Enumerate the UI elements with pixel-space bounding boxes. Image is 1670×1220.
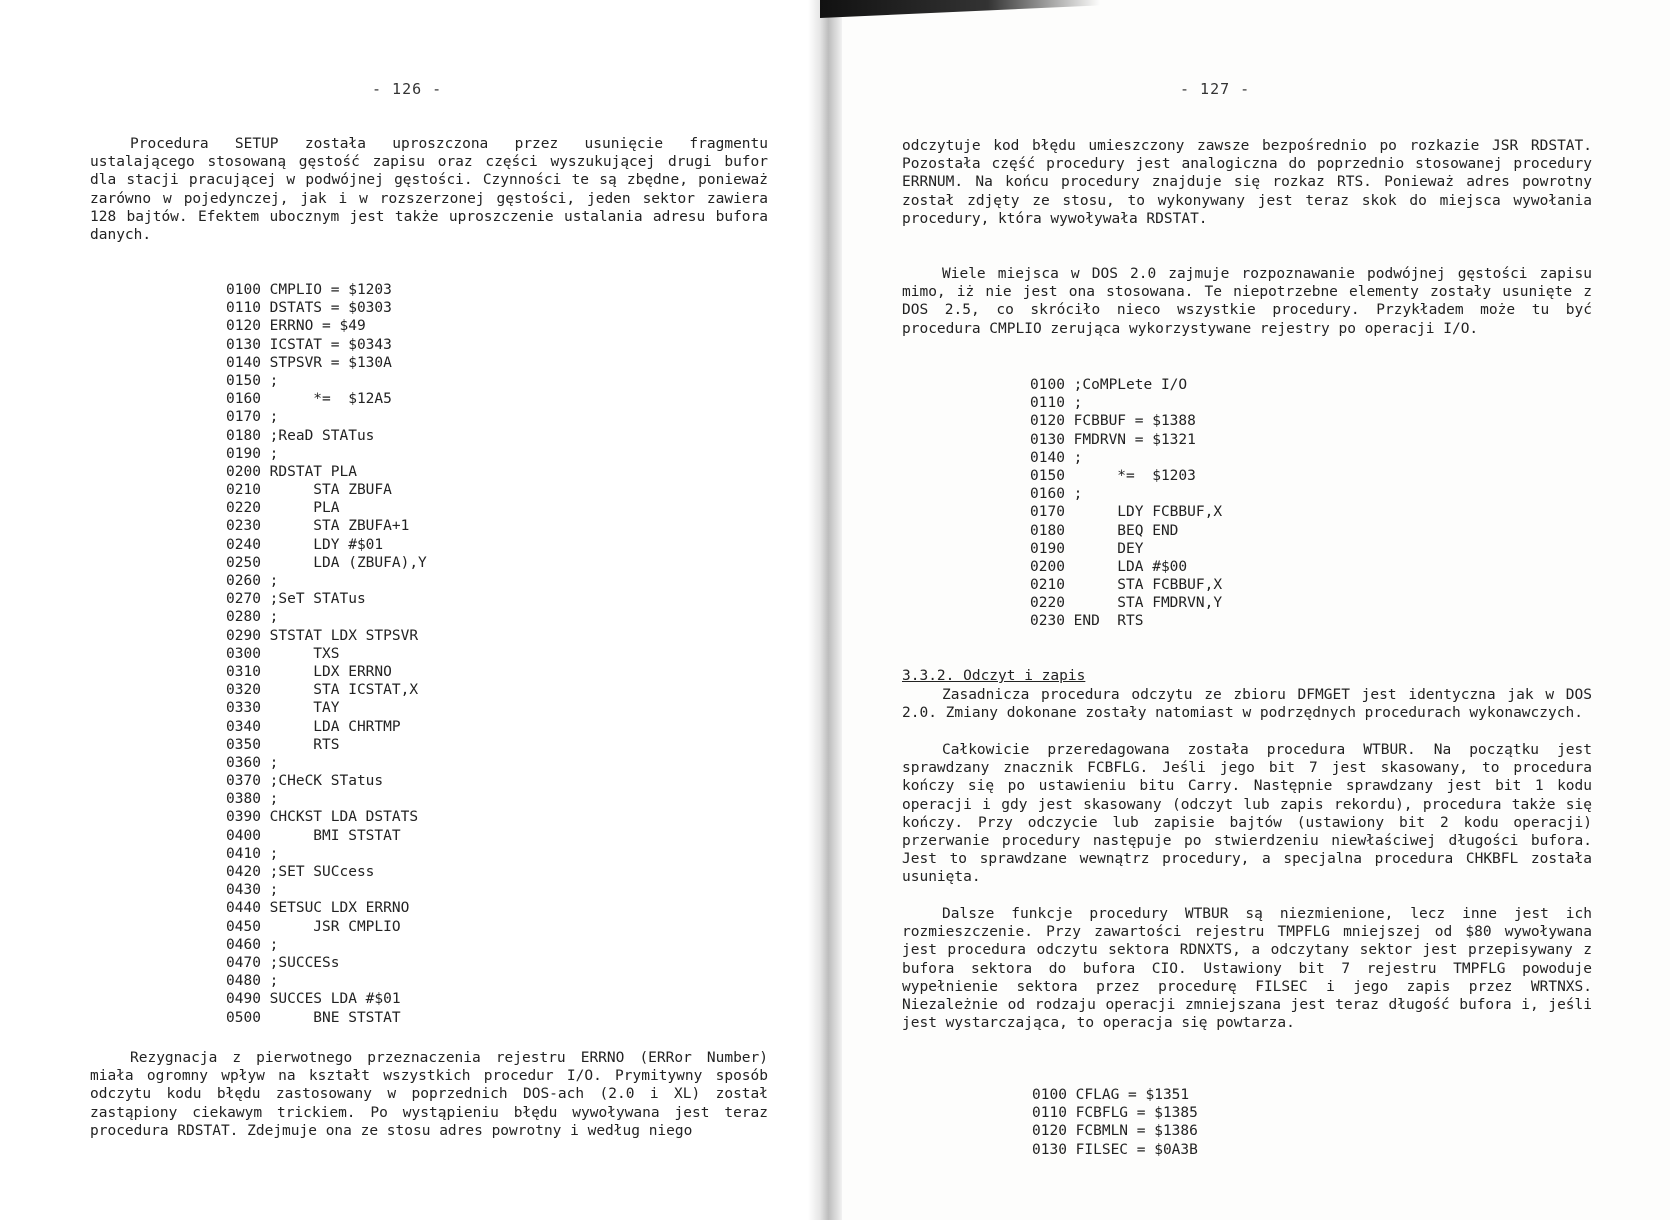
right-paragraph-3-text: Zasadnicza procedura odczytu ze zbioru DFMGET jest identyczna jak w DOS 2.0. Zmiany dokonane zostały natomiast w podrzędnych procedurach wykonawczych. <box>902 687 1592 722</box>
left-code-line: 0150 ; <box>226 372 279 389</box>
right-code-line: 0110 FCBFLG = $1385 <box>1032 1105 1198 1122</box>
left-code-line: 0320 STA ICSTAT,X <box>226 682 419 699</box>
right-code-line: 0150 *= $1203 <box>1030 467 1196 484</box>
left-code-line: 0380 ; <box>226 791 279 808</box>
left-code-line: 0500 BNE STSTAT <box>226 1009 401 1026</box>
left-code-line: 0400 BMI STSTAT <box>226 827 401 844</box>
right-paragraph-2 <box>902 265 1592 338</box>
left-code-line: 0300 TXS <box>226 645 340 662</box>
left-code-line: 0270 ;SeT STATus <box>226 591 366 608</box>
left-code-line: 0260 ; <box>226 573 279 589</box>
right-code-line: 0190 DEY <box>1030 540 1144 557</box>
left-paragraph-1 <box>90 135 768 244</box>
right-code-listing-2 <box>1032 1086 1198 1159</box>
left-code-line: 0230 STA ZBUFA+1 <box>226 518 410 535</box>
left-code-line: 0410 ; <box>226 845 279 862</box>
left-code-line: 0250 LDA (ZBUFA),Y <box>226 554 427 571</box>
section-heading: 3.3.2. Odczyt i zapis <box>902 668 1086 684</box>
left-code-line: 0470 ;SUCCESs <box>226 954 340 971</box>
left-code-line: 0420 ;SET SUCcess <box>226 864 375 880</box>
right-paragraph-1-text: odczytuje kod błędu umieszczony zawsze bezpośrednio po rozkazie JSR RDSTAT. Pozostała część procedury jest analogiczna do poprzednio stosowanej procedury ERRNUM. Na końcu procedury znajduje się rozkaz RTS. Ponieważ adres powrotny został zdjęty ze stosu, to wykonywany jest teraz skok do miejsca wywołania procedury, która wywoływała RDSTAT. <box>902 138 1592 227</box>
right-code-line: 0140 ; <box>1030 449 1083 466</box>
left-code-line: 0100 CMPLIO = $1203 <box>226 282 392 298</box>
left-code-line: 0280 ; <box>226 609 279 626</box>
left-code-line: 0430 ; <box>226 882 279 899</box>
right-code-line: 0100 ;CoMPLete I/O <box>1030 377 1188 393</box>
right-code-line: 0230 END RTS <box>1030 613 1144 630</box>
left-code-line: 0170 ; <box>226 409 279 426</box>
left-code-line: 0140 STPSVR = $130A <box>226 354 392 371</box>
left-code-line: 0160 *= $12A5 <box>226 391 392 408</box>
right-paragraph-4 <box>902 741 1592 887</box>
left-code-line: 0190 ; <box>226 445 279 462</box>
left-code-line: 0350 RTS <box>226 736 340 753</box>
left-code-line: 0310 LDX ERRNO <box>226 663 392 680</box>
left-code-line: 0110 DSTATS = $0303 <box>226 300 392 317</box>
right-code-listing-1 <box>1030 376 1222 631</box>
right-code-line: 0170 LDY FCBBUF,X <box>1030 504 1223 521</box>
left-page <box>0 0 820 1220</box>
right-code-line: 0130 FMDRVN = $1321 <box>1030 431 1196 448</box>
left-code-line: 0490 SUCCES LDA #$01 <box>226 991 401 1008</box>
left-code-line: 0130 ICSTAT = $0343 <box>226 336 392 353</box>
right-code-line: 0180 BEQ END <box>1030 522 1179 539</box>
right-paragraph-1 <box>902 137 1592 228</box>
left-code-line: 0340 LDA CHRTMP <box>226 718 401 735</box>
right-code-line: 0100 CFLAG = $1351 <box>1032 1087 1190 1103</box>
right-code-line: 0220 STA FMDRVN,Y <box>1030 595 1223 612</box>
right-paragraph-3 <box>902 686 1592 722</box>
page-number-right: - 127 - <box>1180 80 1251 98</box>
right-code-line: 0160 ; <box>1030 486 1083 503</box>
left-code-line: 0180 ;ReaD STATus <box>226 427 375 444</box>
left-code-line: 0450 JSR CMPLIO <box>226 918 401 935</box>
right-code-line: 0130 FILSEC = $0A3B <box>1032 1141 1198 1158</box>
left-code-line: 0210 STA ZBUFA <box>226 482 392 499</box>
left-code-line: 0200 RDSTAT PLA <box>226 463 357 480</box>
right-paragraph-5-text: Dalsze funkcje procedury WTBUR są niezmienione, lecz inne jest ich rozmieszczenie. Przy zawartości rejestru TMPFLG mniejszej od $80 wywoływana jest procedura odczytu sektora RDNXTS, a odczytany sektor jest przepisywany z bufora sektora do bufora CIO. Ustawiony bit 7 rejestru TMPFLG powoduje wypełnienie sektora przez procedurę FILSEC i jego zapis przez WRTNXS. Niezależnie od rodzaju operacji zmniejszana jest teraz długość bufora i, jeśli jest wystarczająca, to operacja się powtarza. <box>902 906 1592 1032</box>
right-paragraph-4-text: Całkowicie przeredagowana została procedura WTBUR. Na początku jest sprawdzany znacznik FCBFLG. Jeśli jego bit 7 jest skasowany, to procedura kończy się po ustawieniu bitu Carry. Następnie sprawdzany jest bit 1 kodu operacji i gdy jest skasowany (odczyt lub zapis rekordu), procedura także się kończy. Przy odczycie lub zapisie bajtów (ustawiony bit 2 kodu operacji) przerwanie procedury następuje po stwierdzeniu niewłaściwej długości bufora. Jest to sprawdzane wewnątrz procedury, a specjalna procedura CHKBFL została usunięta. <box>902 742 1592 886</box>
right-paragraph-5 <box>902 905 1592 1032</box>
left-code-line: 0480 ; <box>226 973 279 990</box>
left-code-line: 0120 ERRNO = $49 <box>226 318 366 335</box>
page-number-left: - 126 - <box>372 80 443 98</box>
left-code-line: 0330 TAY <box>226 700 340 717</box>
left-code-listing <box>226 281 427 1027</box>
left-paragraph-2-text: Rezygnacja z pierwotnego przeznaczenia rejestru ERRNO (ERRor Number) miała ogromny wpływ na kształt wszystkich procedur I/O. Prymitywny sposób odczytu kodu błędu zastosowany w poprzednich DOS-ach (2.0 i XL) został zastąpiony ciekawym trickiem. Po wystąpieniu błędu wywoływana jest teraz procedura RDSTAT. Zdejmuje ona ze stosu adres powrotny i według niego <box>90 1050 768 1139</box>
left-code-line: 0460 ; <box>226 936 279 953</box>
left-code-line: 0220 PLA <box>226 500 340 517</box>
left-paragraph-2 <box>90 1049 768 1140</box>
book-spine <box>808 0 842 1220</box>
left-code-line: 0390 CHCKST LDA DSTATS <box>226 809 419 826</box>
right-code-line: 0110 ; <box>1030 395 1083 412</box>
left-code-line: 0360 ; <box>226 754 279 771</box>
left-code-line: 0440 SETSUC LDX ERRNO <box>226 900 410 917</box>
right-paragraph-2-text: Wiele miejsca w DOS 2.0 zajmuje rozpoznawanie podwójnej gęstości zapisu mimo, iż nie jest ona stosowana. Te niepotrzebne elementy zostały usunięte z DOS 2.5, co skróciło nieco wszystkie procedury. Przykładem może tu być procedura CMPLIO zerująca wykorzystywane rejestry po operacji I/O. <box>902 266 1592 337</box>
left-code-line: 0290 STSTAT LDX STPSVR <box>226 627 419 644</box>
right-code-line: 0210 STA FCBBUF,X <box>1030 577 1223 594</box>
right-page <box>820 0 1670 1220</box>
left-paragraph-1-text: Procedura SETUP została uproszczona przez usunięcie fragmentu ustalającego stosowaną gęstość zapisu oraz części wyszukującej drugi bufor dla stacji pracującej w podwójnej gęstości. Czynności te są zbędne, ponieważ zarówno w pojedynczej, jak i w rozszerzonej gęstości, jeden sektor zawiera 128 bajtów. Efektem ubocznym jest także uproszczenie ustalania adresu bufora danych. <box>90 136 768 244</box>
right-code-line: 0120 FCBMLN = $1386 <box>1032 1123 1198 1140</box>
left-code-line: 0370 ;CHeCK STatus <box>226 773 384 790</box>
left-code-line: 0240 LDY #$01 <box>226 536 384 553</box>
right-code-line: 0200 LDA #$00 <box>1030 558 1188 575</box>
right-code-line: 0120 FCBBUF = $1388 <box>1030 413 1196 430</box>
